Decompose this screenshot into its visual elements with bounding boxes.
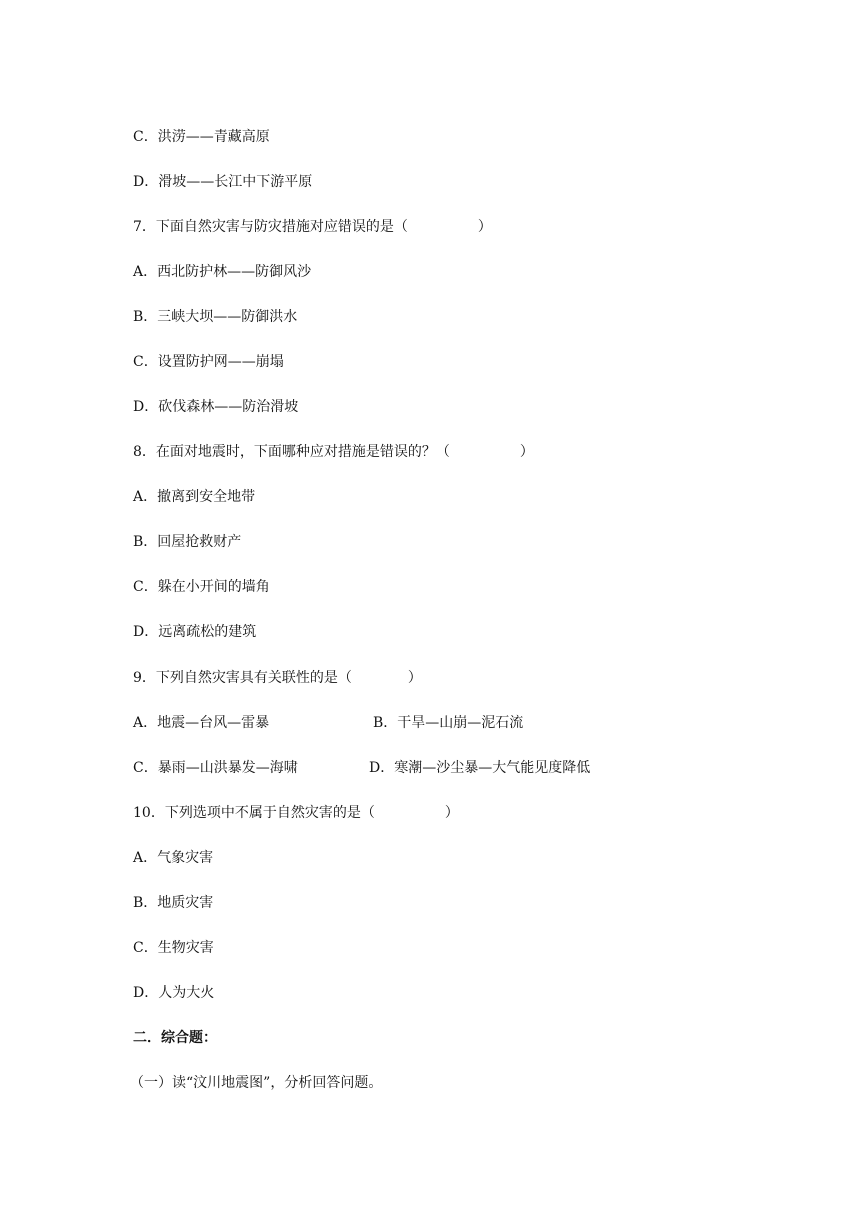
q9-option-a: A．地震—台风—雷暴 [133,715,270,731]
q6-option-d: D．滑坡——长江中下游平原 [133,174,313,190]
question-9: 9．下列自然灾害具有关联性的是（ ） [133,670,422,686]
q7-option-c: C．设置防护网——崩塌 [133,354,284,370]
q8-option-d: D．远离疏松的建筑 [133,624,257,640]
q7-option-d: D．砍伐森林——防治滑坡 [133,399,299,415]
q8-option-c: C．躲在小开间的墙角 [133,579,270,595]
question-10: 10．下列选项中不属于自然灾害的是（ ） [133,805,459,821]
q10-option-b: B．地质灾害 [133,895,214,911]
q9-option-d: D．寒潮—沙尘暴—大气能见度降低 [369,760,591,776]
q9-option-b: B．干旱—山崩—泥石流 [373,715,524,731]
q8-option-b: B．回屋抢救财产 [133,534,242,550]
q10-option-c: C．生物灾害 [133,940,214,956]
q10-option-d: D．人为大火 [133,985,215,1001]
q7-option-b: B．三峡大坝——防御洪水 [133,309,298,325]
q6-option-c: C．洪涝——青藏高原 [133,129,270,145]
q7-option-a: A．西北防护林——防御风沙 [133,264,312,280]
q10-option-a: A．气象灾害 [133,850,214,866]
q8-option-a: A．撤离到安全地带 [133,489,256,505]
section-heading: 二．综合题： [133,1030,217,1046]
section-intro: （一）读“汶川地震图”，分析回答问题。 [130,1075,383,1091]
question-7: 7．下面自然灾害与防灾措施对应错误的是（ ） [133,219,492,235]
q9-option-c: C．暴雨—山洪暴发—海啸 [133,760,298,776]
question-8: 8．在面对地震时，下面哪种应对措施是错误的？（ ） [133,444,534,460]
